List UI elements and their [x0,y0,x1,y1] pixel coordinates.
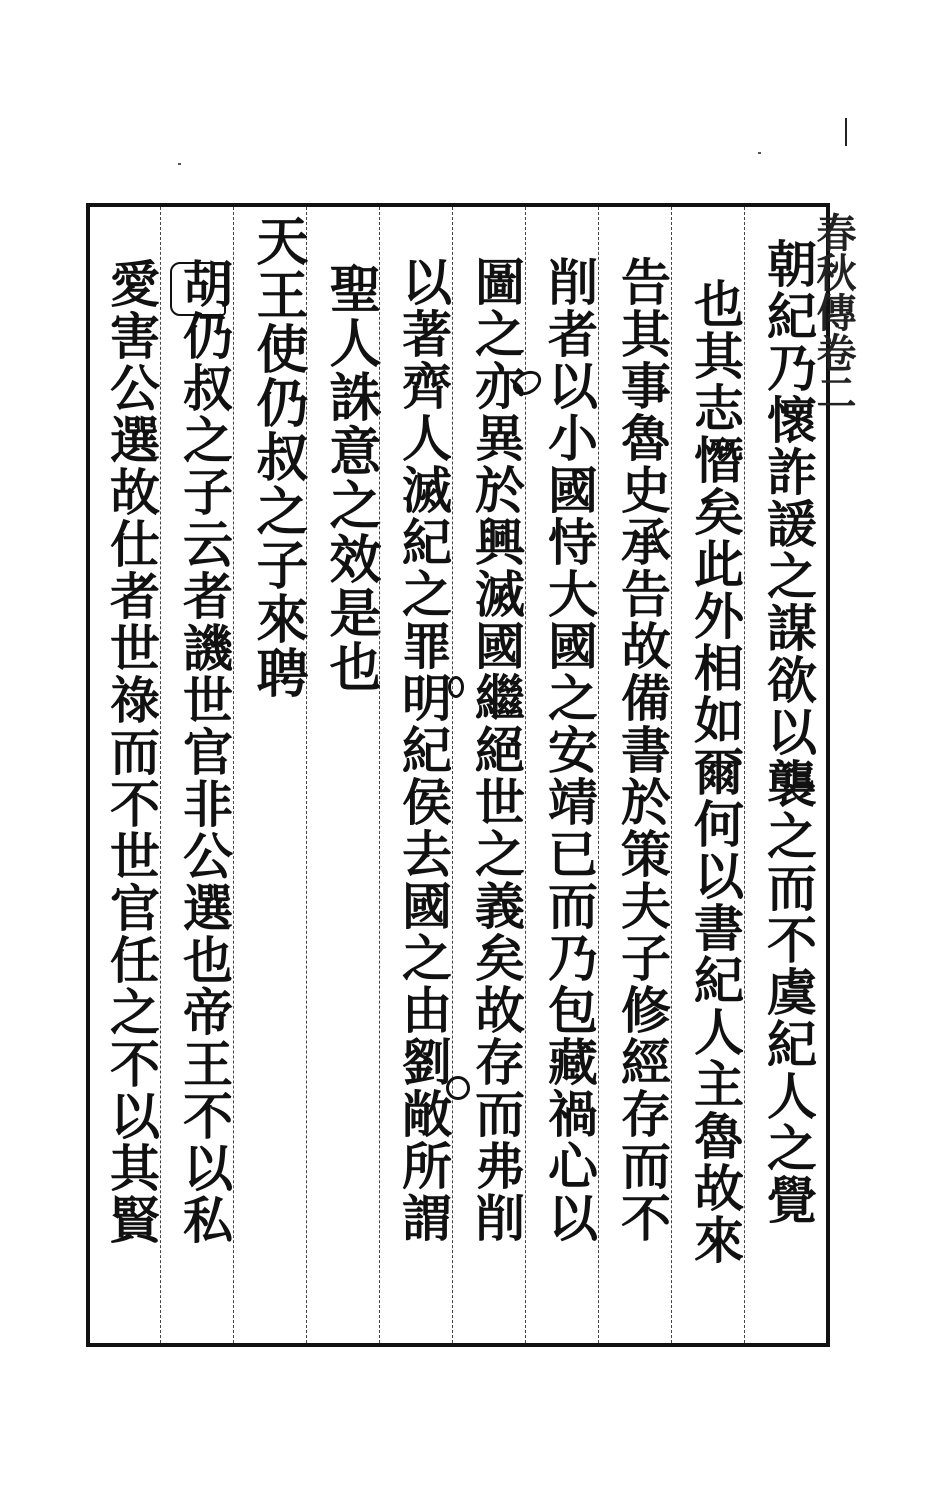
ink-circle-mark [446,1076,470,1100]
text-column-6: 以著齊人滅紀之罪明紀侯去國之由劉敞所謂 [394,256,453,1244]
text-column-7: 聖人誅意之效是也 [320,262,381,694]
text-column-4: 削者以小國恃大國之安靖已而乃包藏禍心以 [540,256,599,1244]
text-column-2: 也其志憯矣此外相如爾何以書紀人主魯故來 [686,278,745,1266]
ink-circle-mark [448,676,464,698]
commentary-marker [170,262,226,316]
running-title: 春秋傳卷二 [810,212,857,412]
ink-speck [758,152,761,154]
text-column-3: 告其事魯史承告故備書於策夫子修經存而不 [613,256,672,1244]
margin-tick [845,118,847,146]
text-column-9: 胡仍叔之子云者譏世官非公選也帝王不以私 [175,258,234,1246]
text-column-10: 愛害公選故仕者世祿而不世官任之不以其賢 [102,258,161,1246]
text-column-1: 朝紀乃懷詐諼之謀欲以襲之而不虞紀人之覺 [759,238,818,1226]
text-column-8: 天王使仍叔之子來聘 [247,214,308,700]
text-column-5: 圖之亦異於興滅國繼絕世之義矣故存而弗削 [467,256,526,1244]
ink-speck [178,163,181,165]
